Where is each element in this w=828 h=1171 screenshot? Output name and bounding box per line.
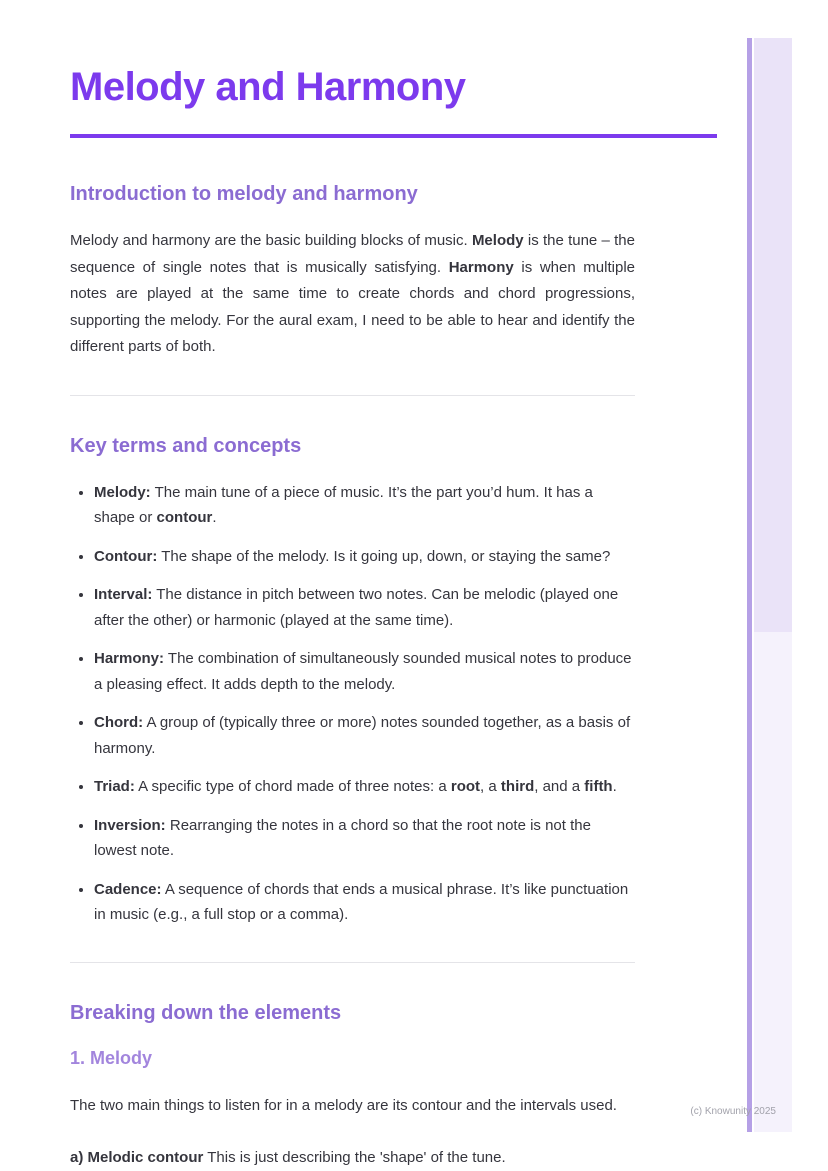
text-run: . [612, 778, 617, 795]
page-title: Melody and Harmony [70, 65, 466, 109]
bullet-item [94, 774, 635, 800]
text-run: The combination of simultaneously sounded musical notes to produce a pleasing effect. It adds depth to the melody. [94, 650, 632, 693]
subheading-melody: 1. Melody [70, 1047, 153, 1068]
section-heading-introduction: Introduction to melody and harmony [70, 183, 418, 205]
text-run: Rearranging the notes in a chord so that the root note is not the lowest note. [94, 816, 591, 859]
section-divider [70, 395, 635, 396]
bold-text-run: third [500, 778, 535, 795]
bold-text-run: Triad: [94, 778, 135, 795]
text-run: A sequence of chords that ends a musical phrase. It’s like punctuation in music (e.g., a full stop or a comma). [94, 880, 629, 923]
copyright-footer: (c) Knowunity 2025 [690, 1106, 776, 1117]
text-run: This is just describing the 'shape' of the tune. [203, 1149, 506, 1166]
text-run: , a [480, 778, 501, 795]
bullet-item [94, 480, 635, 531]
bullet-item [94, 582, 635, 633]
text-run: A specific type of chord made of three notes: a [134, 778, 451, 795]
text-run: The two main things to listen for in a melody are its contour and the intervals used. [70, 1096, 617, 1114]
bullet-item [94, 544, 635, 570]
bold-text-run: Inversion: [94, 816, 166, 834]
bold-text-run: a) Melodic contour [70, 1149, 204, 1166]
text-run: The distance in pitch between two notes. Can be melodic (played one after the other) or harmonic (played at the same time). [94, 586, 619, 629]
bullet-item [94, 646, 635, 697]
bullet-item [94, 877, 635, 928]
text-run: The shape of the melody. Is it going up, down, or staying the same? [157, 547, 611, 565]
breakdown-paragraph-1 [70, 1093, 635, 1120]
side-accent-line [747, 38, 752, 1132]
intro-paragraph [70, 228, 635, 361]
text-run: is when multiple notes are played at the same time to create chords and chord progressions, supporting the melody. For the aural exam, I need to be able to hear and identify the different parts of both. [70, 258, 635, 355]
bold-text-run: contour [156, 509, 213, 526]
bold-text-run: Melody [471, 232, 524, 249]
section-breaking-down [70, 1001, 635, 1171]
bold-text-run: root [450, 778, 481, 795]
section-introduction [70, 182, 635, 361]
bold-text-run: fifth [584, 778, 613, 795]
section-key-terms [70, 434, 635, 928]
content-column [70, 64, 635, 1171]
side-panel-top [754, 38, 792, 632]
text-run: is the tune – the sequence of single notes that is musically satisfying. [70, 232, 635, 276]
side-panel-bottom [754, 632, 792, 1132]
key-terms-list [70, 480, 635, 928]
section-divider [70, 962, 635, 963]
bold-text-run: Interval: [94, 586, 153, 603]
section-heading-breaking-down: Breaking down the elements [70, 1001, 342, 1024]
text-run: A group of (typically three or more) notes sounded together, as a basis of harmony. [94, 714, 631, 757]
bold-text-run: Harmony: [94, 650, 165, 667]
bold-text-run: Chord: [94, 714, 144, 731]
bold-text-run: Melody: [94, 483, 151, 501]
text-run: . [212, 509, 217, 526]
bold-text-run: Harmony [448, 258, 514, 276]
title-rule [70, 134, 717, 138]
section-heading-key-terms: Key terms and concepts [70, 434, 302, 457]
bold-text-run: Contour: [94, 547, 158, 565]
breakdown-paragraph-2 [70, 1145, 635, 1171]
text-run: Melody and harmony are the basic building blocks of music. [70, 232, 472, 249]
text-run: The main tune of a piece of music. It’s the part you’d hum. It has a shape or [94, 483, 593, 526]
bullet-item [94, 710, 635, 761]
bold-text-run: Cadence: [94, 880, 162, 898]
text-run: , and a [534, 778, 585, 795]
bullet-item [94, 813, 635, 864]
